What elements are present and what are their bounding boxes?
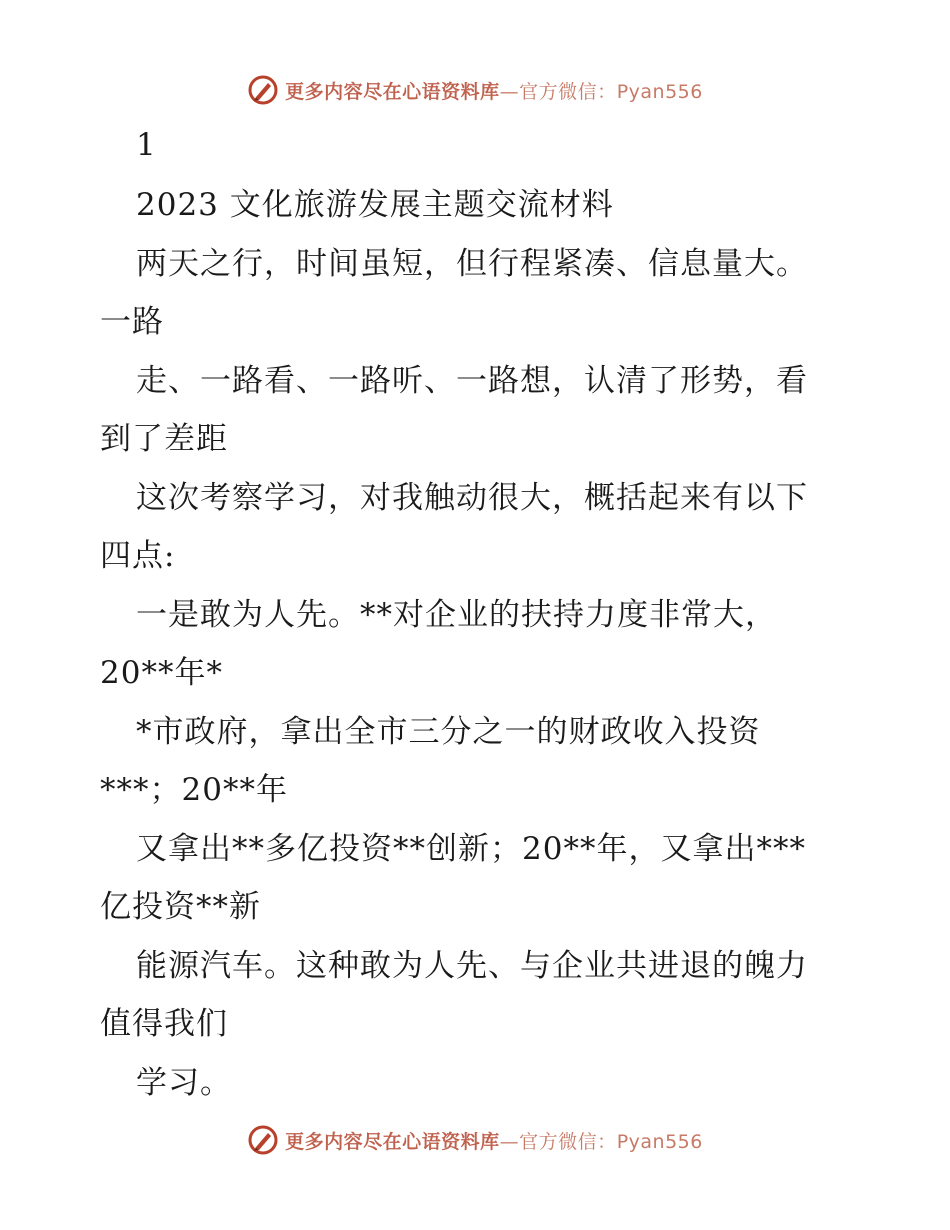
watermark-main-text: 更多内容尽在心语资料库 <box>285 1130 500 1153</box>
paragraph-line: 一是敢为人先。**对企业的扶持力度非常大， <box>136 597 777 633</box>
page-number: 1 <box>136 127 157 163</box>
paragraph-line: 到了差距 <box>100 421 228 457</box>
watermark-wechat-id: Pyan556 <box>616 80 703 103</box>
pen-logo-icon <box>247 74 279 106</box>
paragraph-line: 这次考察学习，对我触动很大，概括起来有以下 <box>136 480 808 516</box>
watermark-main-text: 更多内容尽在心语资料库 <box>285 80 500 103</box>
paragraph-line: 又拿出**多亿投资**创新；20**年，又拿出*** <box>136 831 806 867</box>
watermark-separator: — <box>499 1130 520 1153</box>
watermark-text <box>285 1127 703 1154</box>
pen-logo-icon <box>247 1124 279 1156</box>
paragraph-line: 四点: <box>100 538 176 574</box>
paragraph-line: 学习。 <box>136 1065 232 1101</box>
paragraph-line: *市政府，拿出全市三分之一的财政收入投资 <box>136 714 761 750</box>
header-watermark-banner <box>0 70 950 110</box>
paragraph-line: 两天之行，时间虽短，但行程紧凑、信息量大。 <box>136 246 808 282</box>
watermark-wechat-label: 官方微信： <box>519 80 617 103</box>
paragraph-line: 走、一路看、一路听、一路想，认清了形势，看 <box>136 363 808 399</box>
watermark-wechat-id: Pyan556 <box>616 1130 703 1153</box>
paragraph-line: 亿投资**新 <box>100 889 261 925</box>
watermark-text <box>285 77 703 104</box>
paragraph-line: 20**年* <box>100 655 223 691</box>
watermark-separator: — <box>499 80 520 103</box>
paragraph-line: 一路 <box>100 304 164 340</box>
paragraph-line: 能源汽车。这种敢为人先、与企业共进退的魄力 <box>136 948 808 984</box>
paragraph-line: 值得我们 <box>100 1006 228 1042</box>
footer-watermark-banner <box>0 1120 950 1160</box>
watermark-wechat-label: 官方微信： <box>519 1130 617 1153</box>
paragraph-line: ***；20**年 <box>100 772 288 808</box>
document-title: 2023 文化旅游发展主题交流材料 <box>136 187 614 223</box>
